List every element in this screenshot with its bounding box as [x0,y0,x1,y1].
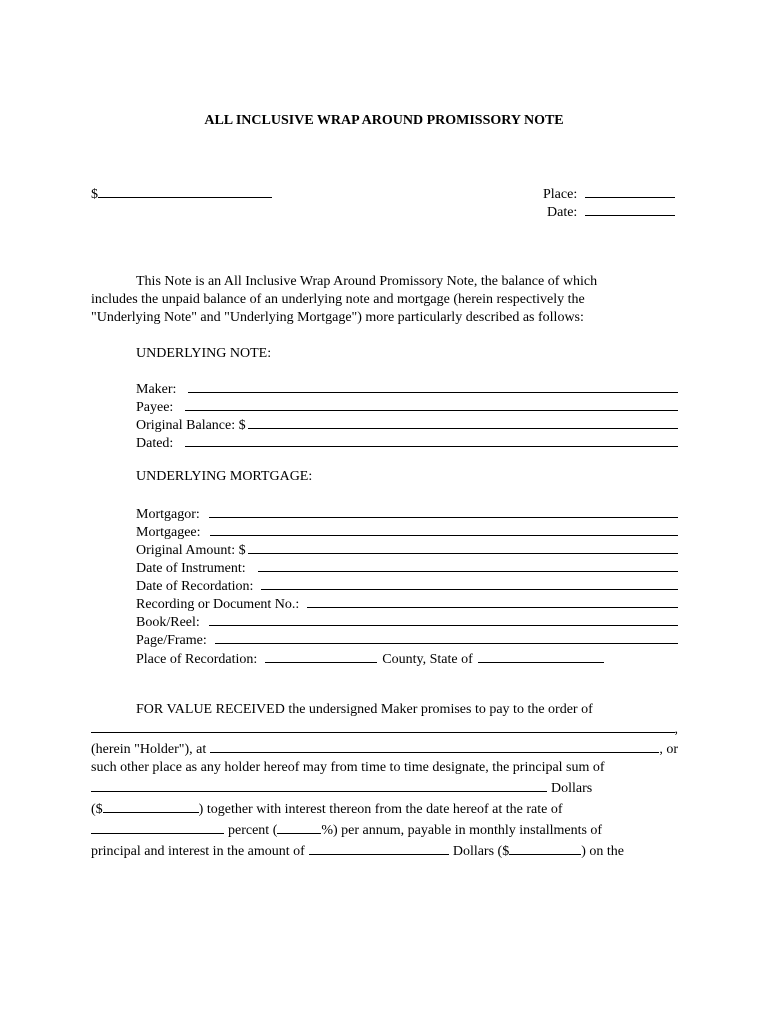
date-of-recordation-label: Date of Recordation: [136,579,254,594]
date-of-instrument-field [136,558,678,578]
principal-words-row [91,777,678,798]
maker-blank[interactable] [188,379,678,393]
original-amount-blank[interactable] [248,540,678,554]
date-of-instrument-label: Date of Instrument: [136,561,246,576]
maker-field [136,379,678,399]
book-reel-field [136,612,678,632]
paren-dollar: ($ [91,802,103,817]
percent-label: percent ( [228,823,278,838]
dated-field [136,433,678,453]
per-annum-text: %) per annum, payable in monthly installments of [321,823,603,838]
mortgagee-blank[interactable] [210,522,678,536]
mortgagee-label: Mortgagee: [136,525,201,540]
value-received-line-1: FOR VALUE RECEIVED the undersigned Maker promises to pay to the order of [136,702,593,717]
value-received-paragraph [91,701,678,861]
original-balance-field [136,415,678,435]
holder-address-row [91,739,678,759]
dollars-paren-label: Dollars ($ [452,844,510,859]
mortgagee-field [136,522,678,542]
original-amount-field [136,540,678,560]
page-frame-field [136,630,678,650]
holder-at-label: (herein "Holder"), at [91,742,207,757]
date-blank[interactable] [585,201,675,216]
intro-line-2: includes the unpaid balance of an underlying note and mortgage (herein respectively the [91,292,585,307]
date-of-recordation-blank[interactable] [261,576,678,590]
percent-row [91,819,678,840]
holder-name-row [91,719,678,739]
comma: , [674,722,678,737]
principal-figures-blank[interactable] [103,798,199,813]
document-title: ALL INCLUSIVE WRAP AROUND PROMISSORY NOTE [204,113,564,128]
county-state-label: County, State of [382,652,473,667]
underlying-mortgage-heading: UNDERLYING MORTGAGE: [136,469,313,484]
percent-figures-blank[interactable] [277,819,321,834]
mortgagor-label: Mortgagor: [136,507,200,522]
date-of-recordation-field [136,576,678,596]
mortgagor-field [136,504,678,524]
installment-figures-blank[interactable] [509,840,581,855]
interest-rate-text: ) together with interest thereon from the date hereof at the rate of [198,802,563,817]
installment-words-blank[interactable] [309,840,449,855]
amount-blank[interactable] [98,183,272,198]
place-of-recordation-label: Place of Recordation: [136,652,258,667]
installment-row [91,840,678,861]
place-blank[interactable] [585,183,675,198]
payee-label: Payee: [136,400,174,415]
mortgagor-blank[interactable] [209,504,678,518]
principal-figures-row [91,798,678,819]
payee-field [136,397,678,417]
dated-blank[interactable] [185,433,678,447]
dollars-label: Dollars [551,781,593,796]
recording-no-field [136,594,678,614]
or-text: , or [659,742,678,757]
dated-label: Dated: [136,436,174,451]
maker-label: Maker: [136,382,177,397]
amount-field [91,183,272,204]
percent-words-blank[interactable] [91,819,224,834]
state-blank[interactable] [478,648,604,663]
installment-label: principal and interest in the amount of [91,844,305,859]
dollar-sign: $ [91,187,98,202]
date-of-instrument-blank[interactable] [258,558,678,572]
page-frame-blank[interactable] [215,630,678,644]
value-received-line-3: such other place as any holder hereof may from time to time designate, the principal sum of [91,760,605,775]
recording-no-label: Recording or Document No.: [136,597,300,612]
date-label: Date: [547,205,578,220]
place-of-recordation-field [136,648,604,669]
original-balance-blank[interactable] [248,415,678,429]
recording-no-blank[interactable] [307,594,678,608]
page-frame-label: Page/Frame: [136,633,207,648]
underlying-note-heading: UNDERLYING NOTE: [136,346,272,361]
holder-name-blank[interactable] [91,719,675,733]
book-reel-label: Book/Reel: [136,615,200,630]
original-amount-label: Original Amount: $ [136,543,246,558]
on-the-text: ) on the [581,844,624,859]
payee-blank[interactable] [185,397,678,411]
intro-line-3: "Underlying Note" and "Underlying Mortgage") more particularly described as follows: [91,310,584,325]
date-field [547,201,675,222]
intro-paragraph [91,273,678,327]
original-balance-label: Original Balance: $ [136,418,246,433]
place-label: Place: [543,187,578,202]
holder-address-blank[interactable] [210,739,659,753]
principal-words-blank[interactable] [91,777,547,792]
book-reel-blank[interactable] [209,612,678,626]
county-blank[interactable] [265,648,377,663]
intro-line-1: This Note is an All Inclusive Wrap Around Promissory Note, the balance of which [136,274,598,289]
